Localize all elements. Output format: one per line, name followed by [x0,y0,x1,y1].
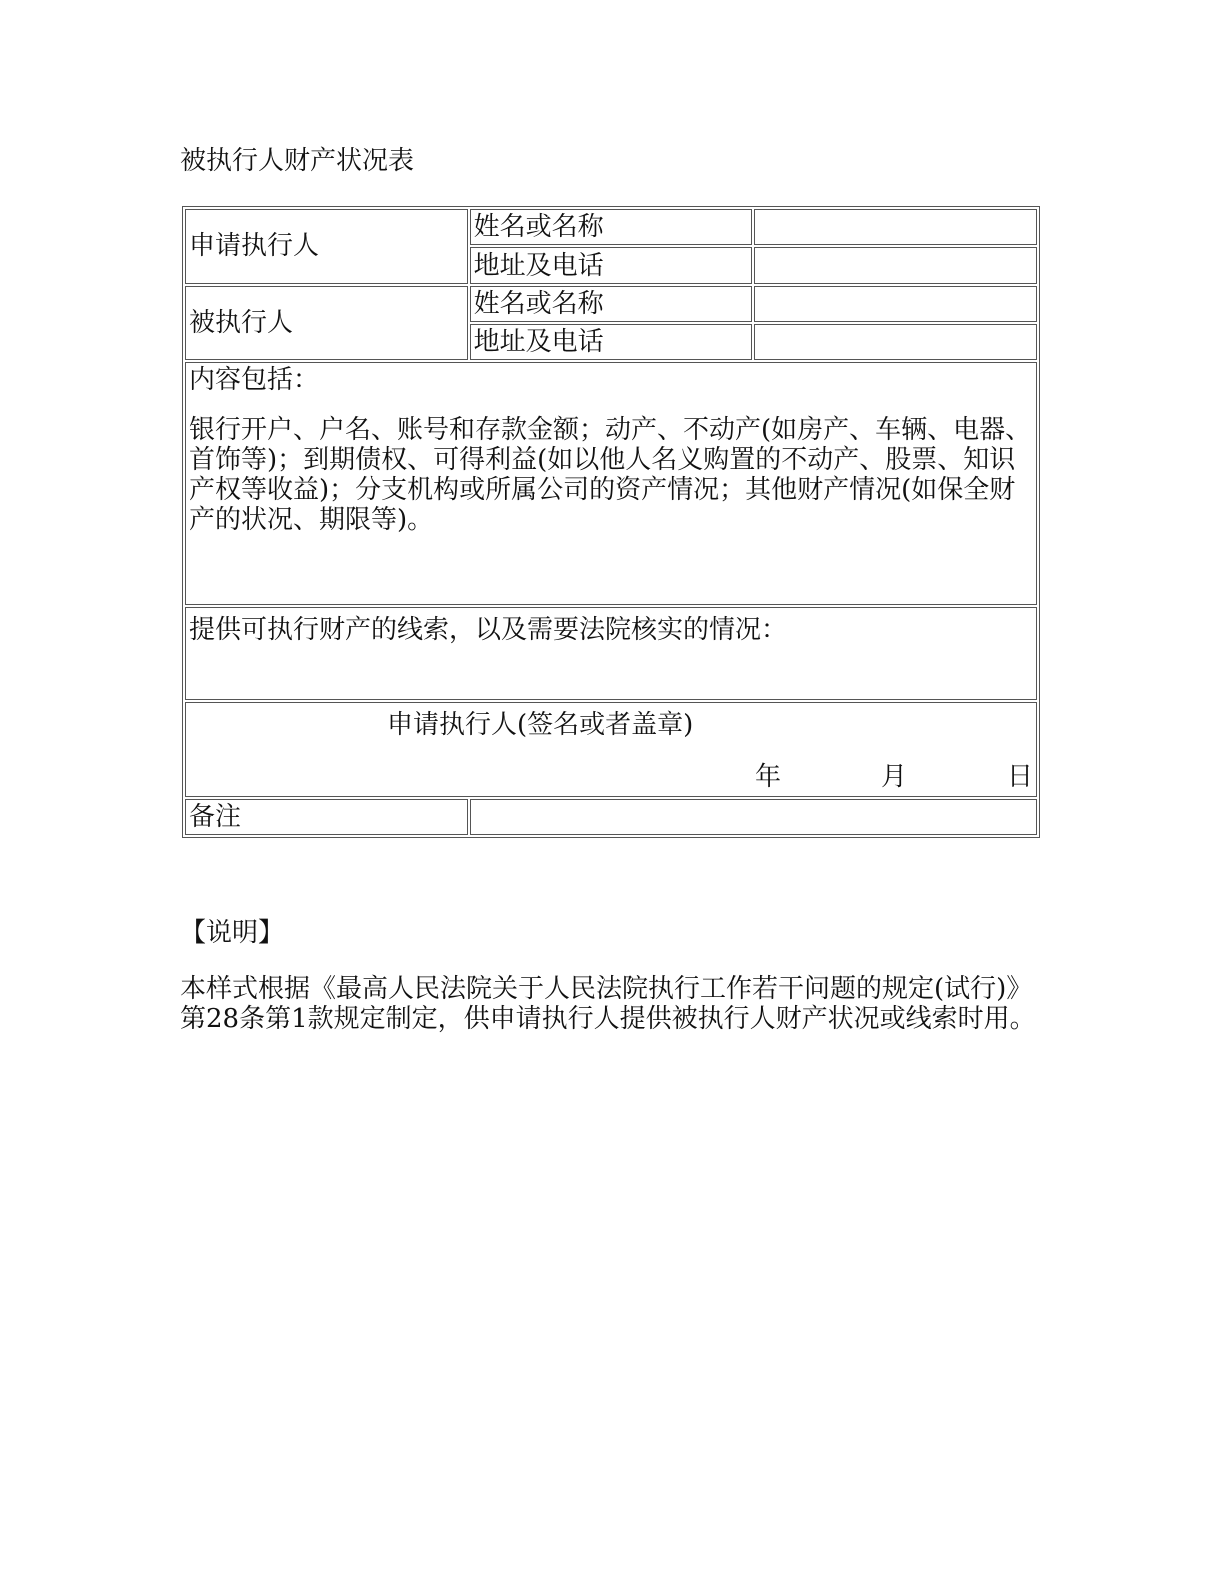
respondent-address-field[interactable] [754,324,1037,360]
remarks-field[interactable] [470,799,1037,835]
respondent-label: 被执行人 [185,286,468,361]
contents-cell[interactable] [185,362,1037,604]
respondent-name-label: 姓名或名称 [470,286,753,322]
remarks-label: 备注 [185,799,468,835]
signature-cell[interactable] [185,702,1037,797]
signature-label: 申请执行人(签名或者盖章) [387,709,694,740]
applicant-name-label: 姓名或名称 [470,209,753,245]
applicant-address-label: 地址及电话 [470,247,753,283]
notes-title: 【说明】 [180,918,285,948]
page-title: 被执行人财产状况表 [180,146,415,176]
contents-label: 内容包括： [189,365,320,396]
respondent-address-label: 地址及电话 [470,324,753,360]
property-status-form [182,206,1040,838]
applicant-address-field[interactable] [754,247,1037,283]
applicant-label: 申请执行人 [185,209,468,284]
clues-label: 提供可执行财产的线索，以及需要法院核实的情况： [189,614,788,645]
date-month: 月 [880,761,907,792]
applicant-name-field[interactable] [754,209,1037,245]
date-line [189,759,1033,795]
notes-text: 本样式根据《最高人民法院关于人民法院执行工作若干问题的规定(试行)》第28条第1款规定制定，供申请执行人提供被执行人财产状况或线索时用。 [180,974,1036,1034]
respondent-name-field[interactable] [754,286,1037,322]
date-year: 年 [754,761,781,792]
contents-text: 银行开户、户名、账号和存款金额；动产、不动产(如房产、车辆、电器、首饰等)；到期债权、可得利益(如以他人名义购置的不动产、股票、知识产权等收益)；分支机构或所属公司的资产情况；其他财产情况(如保全财产的状况、期限等)。 [189,415,1032,536]
clues-cell[interactable] [185,607,1037,700]
date-day: 日 [1006,761,1033,792]
